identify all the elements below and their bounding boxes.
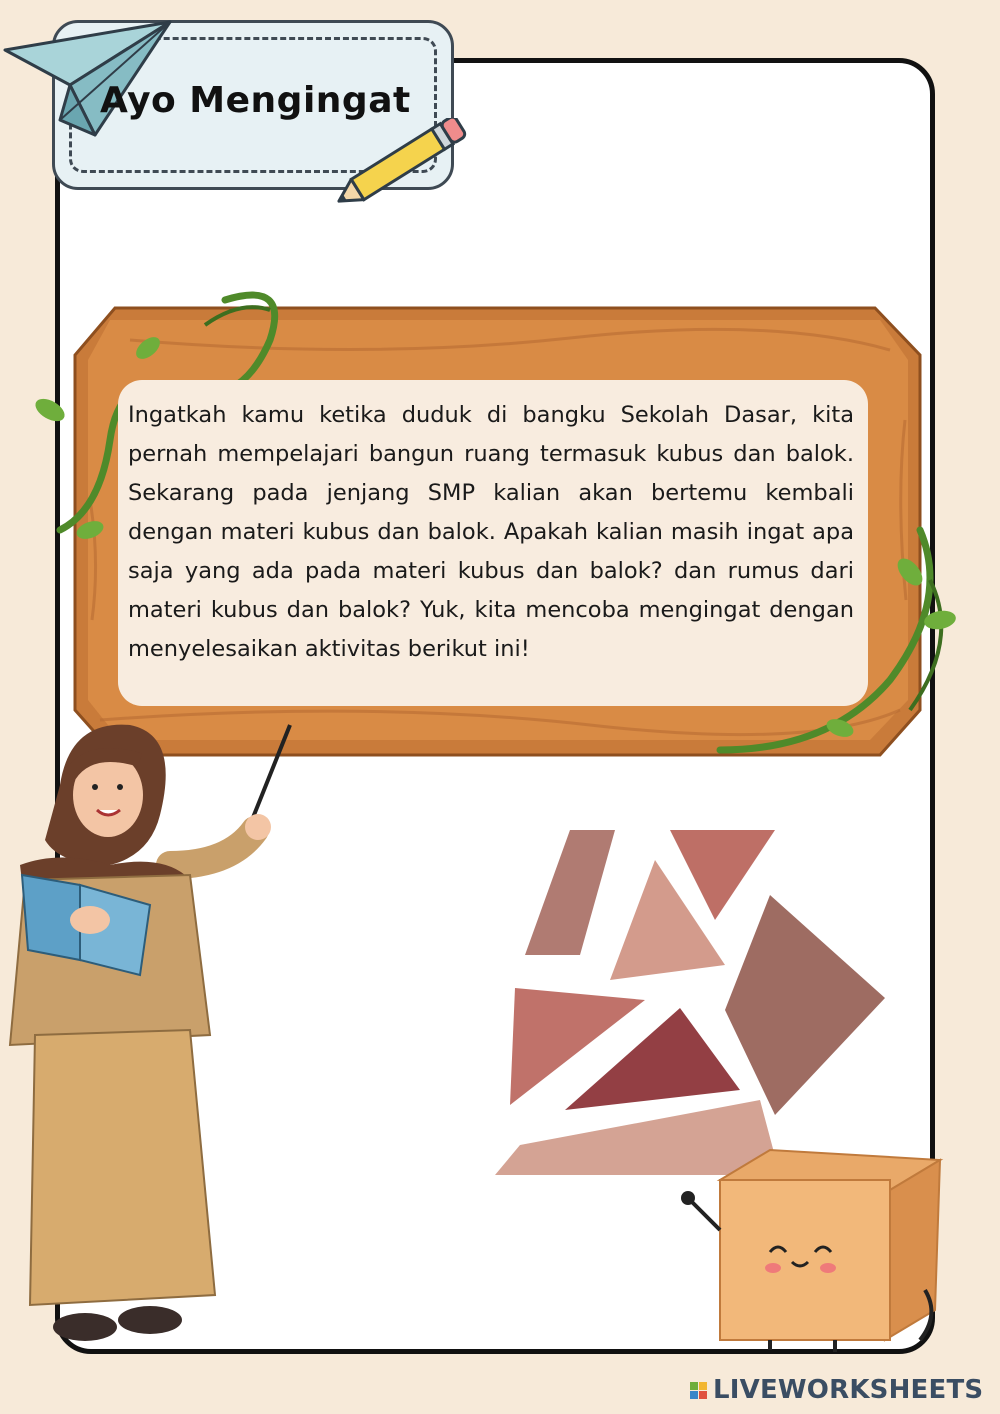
pencil-icon <box>320 118 480 208</box>
teacher-illustration <box>0 715 300 1355</box>
footer-brand: LIVEWORKSHEETS <box>713 1375 984 1405</box>
tangram-shapes <box>490 820 890 1180</box>
liveworksheets-logo-mark <box>690 1382 707 1399</box>
tangram-piece <box>725 895 885 1115</box>
intro-paragraph: Ingatkah kamu ketika duduk di bangku Sekolah Dasar, kita pernah mempelajari bangun ruang termasuk kubus dan balok. Sekarang pada jenjang SMP kalian akan bertemu kembali dengan materi kubus dan balok. Apakah kalian masih ingat apa saja yang ada pada materi kubus dan balok? dan rumus dari materi kubus dan balok? Yuk, kita mencoba mengingat dengan menyelesaikan aktivitas berikut ini! <box>128 402 854 662</box>
cube-character <box>670 1140 950 1360</box>
tangram-piece <box>525 830 615 955</box>
page-title: Ayo Mengingat <box>100 80 411 121</box>
intro-panel <box>118 380 868 706</box>
liveworksheets-logo[interactable] <box>690 1370 983 1410</box>
